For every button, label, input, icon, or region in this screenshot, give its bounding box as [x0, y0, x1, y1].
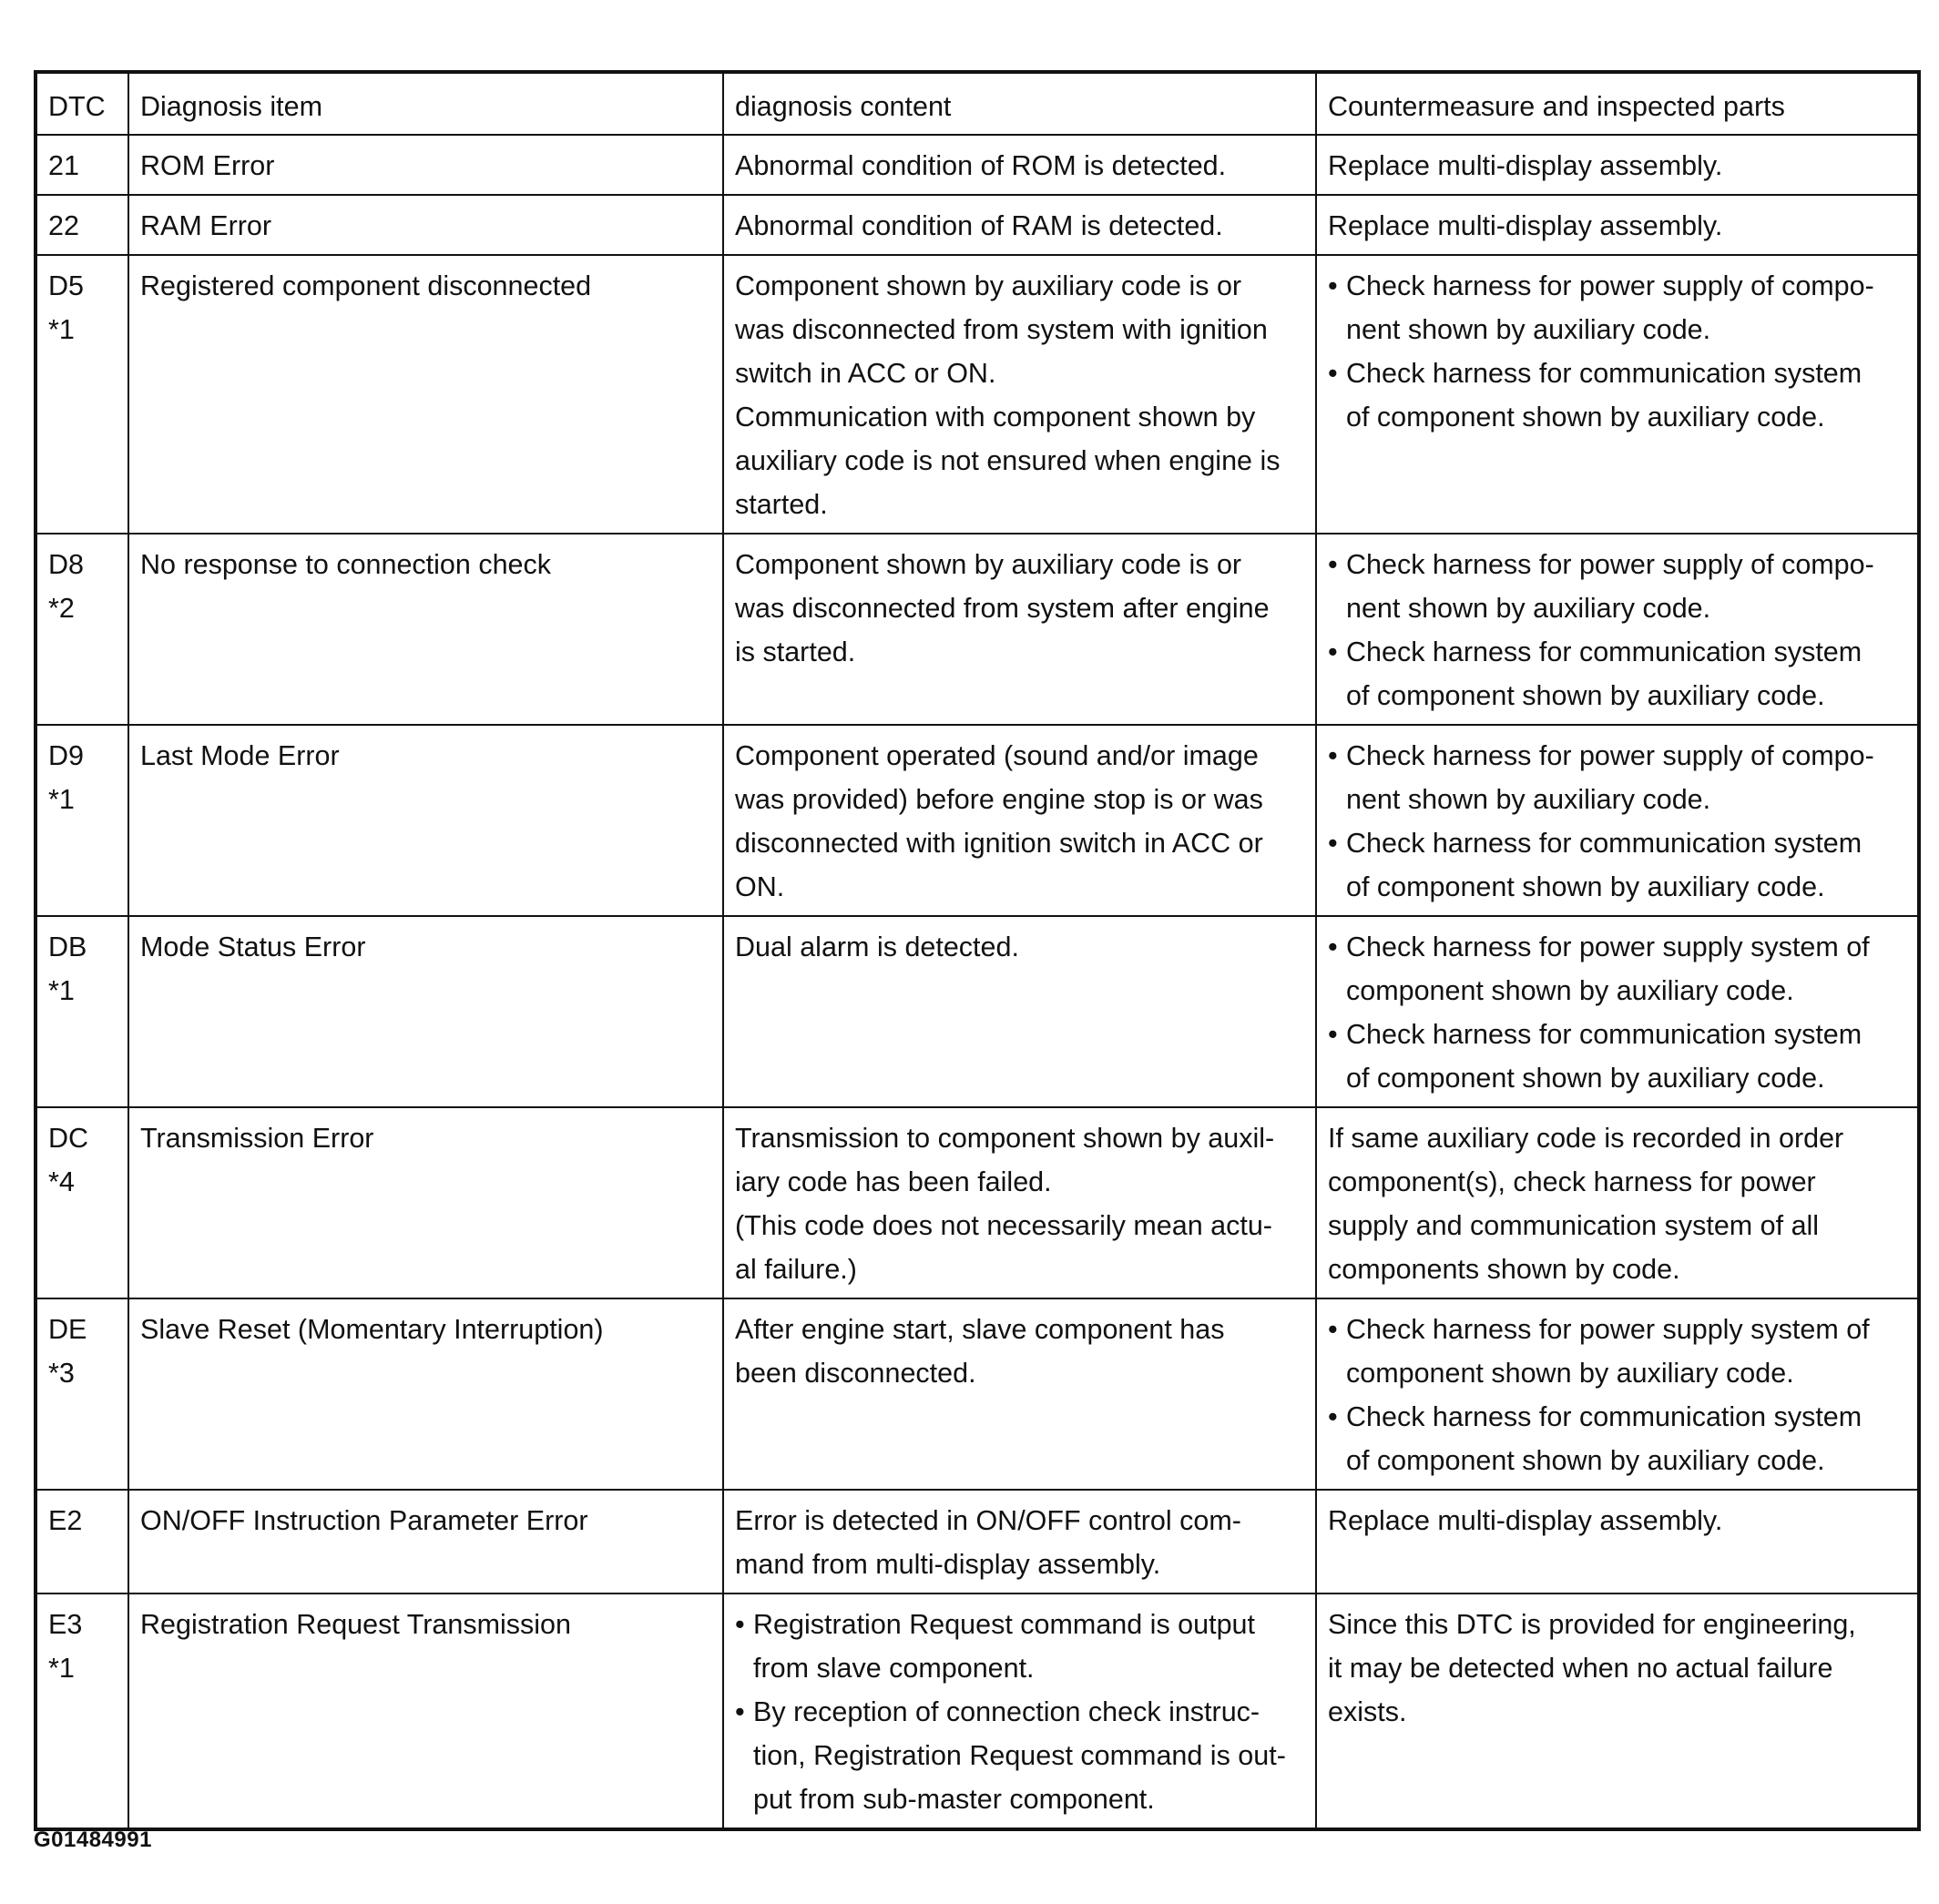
bullet-text-line: Registration Request command is output — [753, 1609, 1255, 1640]
cell-text-line: it may be detected when no actual failure — [1328, 1653, 1833, 1684]
bullet-icon: • — [735, 1609, 745, 1640]
cell-text-line: was provided) before engine stop is or was — [735, 784, 1263, 815]
diagnosis-content-cell — [723, 195, 1316, 255]
cell-text-line: Component operated (sound and/or image — [735, 740, 1259, 771]
table-header-row — [36, 72, 1919, 135]
bullet-text-line: By reception of connection check instruc- — [753, 1696, 1260, 1727]
bullet-icon: • — [1328, 1314, 1338, 1345]
cell-text-line: Communication with component shown by — [735, 402, 1256, 433]
header-countermeasure: Countermeasure and inspected parts — [1316, 72, 1919, 135]
diagnosis-content-cell — [723, 916, 1316, 1107]
bullet-text-line: Check harness for power supply of compo- — [1346, 270, 1874, 301]
bullet-text-line: of component shown by auxiliary code. — [1346, 1063, 1825, 1094]
diagnosis-item-cell — [128, 534, 723, 725]
bullet-item — [1328, 734, 1906, 821]
cell-text-line: components shown by code. — [1328, 1254, 1680, 1285]
cell-text-line: Error is detected in ON/OFF control com- — [735, 1505, 1241, 1536]
header-diagnosis-content: diagnosis content — [723, 72, 1316, 135]
bullet-text-line: nent shown by auxiliary code. — [1346, 314, 1711, 345]
cell-text-line: is started. — [735, 636, 856, 667]
countermeasure-cell — [1316, 725, 1919, 916]
bullet-icon: • — [1328, 358, 1338, 389]
cell-text-line: After engine start, slave component has — [735, 1314, 1225, 1345]
dtc-code-cell — [36, 255, 128, 534]
cell-text-line: Replace multi-display assembly. — [1328, 1505, 1723, 1536]
dtc-code: *4 — [48, 1166, 75, 1197]
dtc-code-cell — [36, 135, 128, 195]
dtc-code: DE — [48, 1314, 87, 1345]
dtc-table — [34, 70, 1921, 1831]
figure-id: G01484991 — [34, 1828, 152, 1852]
cell-text-line: Since this DTC is provided for engineering, — [1328, 1609, 1856, 1640]
bullet-text-line: Check harness for communication system — [1346, 358, 1862, 389]
bullet-text-line: Check harness for communication system — [1346, 828, 1862, 859]
bullet-item — [1328, 630, 1906, 718]
header-diagnosis-item: Diagnosis item — [128, 72, 723, 135]
dtc-code: *3 — [48, 1358, 75, 1389]
bullet-text-line: nent shown by auxiliary code. — [1346, 593, 1711, 624]
diagnosis-content-cell — [723, 255, 1316, 534]
bullet-icon: • — [1328, 740, 1338, 771]
table-row — [36, 1107, 1919, 1298]
cell-text-line: Component shown by auxiliary code is or — [735, 549, 1242, 580]
bullet-text-line: Check harness for power supply of compo- — [1346, 740, 1874, 771]
table-row — [36, 725, 1919, 916]
dtc-code-cell — [36, 1593, 128, 1829]
bullet-text-line: Check harness for power supply system of — [1346, 932, 1870, 962]
diagnosis-content-cell — [723, 1490, 1316, 1593]
cell-text-line: auxiliary code is not ensured when engine is — [735, 445, 1281, 476]
dtc-code: D9 — [48, 740, 84, 771]
dtc-code-cell — [36, 195, 128, 255]
bullet-icon: • — [1328, 828, 1338, 859]
dtc-code: *1 — [48, 784, 75, 815]
cell-text-line: started. — [735, 489, 828, 520]
dtc-code-cell — [36, 916, 128, 1107]
diagnosis-item: Mode Status Error — [140, 932, 366, 962]
diagnosis-item-cell — [128, 135, 723, 195]
table-row — [36, 534, 1919, 725]
table-body — [36, 135, 1919, 1829]
bullet-text-line: from slave component. — [753, 1653, 1035, 1684]
countermeasure-cell — [1316, 1107, 1919, 1298]
cell-text-line: al failure.) — [735, 1254, 857, 1285]
bullet-text-line: Check harness for power supply of compo- — [1346, 549, 1874, 580]
dtc-code: 21 — [48, 150, 79, 181]
diagnosis-item: Registration Request Transmission — [140, 1609, 571, 1640]
dtc-code-cell — [36, 725, 128, 916]
bullet-text-line: put from sub-master component. — [753, 1784, 1155, 1815]
bullet-item — [1328, 1013, 1906, 1100]
diagnosis-item: ROM Error — [140, 150, 275, 181]
table-row — [36, 916, 1919, 1107]
bullet-text-line: component shown by auxiliary code. — [1346, 975, 1794, 1006]
dtc-code: D8 — [48, 549, 84, 580]
cell-text-line: Transmission to component shown by auxil- — [735, 1123, 1275, 1154]
cell-text-line: (This code does not necessarily mean actu- — [735, 1210, 1272, 1241]
cell-text-line: disconnected with ignition switch in ACC or — [735, 828, 1263, 859]
dtc-code: DC — [48, 1123, 89, 1154]
diagnosis-item-cell — [128, 1593, 723, 1829]
cell-text-line: iary code has been failed. — [735, 1166, 1052, 1197]
table-row — [36, 255, 1919, 534]
bullet-item — [1328, 264, 1906, 351]
dtc-code-cell — [36, 534, 128, 725]
cell-text-line: Abnormal condition of RAM is detected. — [735, 210, 1223, 241]
bullet-icon: • — [1328, 932, 1338, 962]
table-row — [36, 135, 1919, 195]
countermeasure-cell — [1316, 1298, 1919, 1490]
countermeasure-cell — [1316, 534, 1919, 725]
countermeasure-cell — [1316, 1490, 1919, 1593]
diagnosis-content-cell — [723, 135, 1316, 195]
diagnosis-item: RAM Error — [140, 210, 272, 241]
cell-text-line: If same auxiliary code is recorded in order — [1328, 1123, 1844, 1154]
dtc-code: *1 — [48, 975, 75, 1006]
cell-text-line: supply and communication system of all — [1328, 1210, 1820, 1241]
cell-text-line: component(s), check harness for power — [1328, 1166, 1816, 1197]
dtc-code: E2 — [48, 1505, 83, 1536]
diagnosis-item: No response to connection check — [140, 549, 551, 580]
cell-text-line: Replace multi-display assembly. — [1328, 150, 1723, 181]
dtc-code: E3 — [48, 1609, 83, 1640]
dtc-code: DB — [48, 932, 87, 962]
dtc-code: *1 — [48, 314, 75, 345]
cell-text-line: was disconnected from system after engine — [735, 593, 1270, 624]
diagnosis-item-cell — [128, 195, 723, 255]
diagnosis-item-cell — [128, 725, 723, 916]
bullet-icon: • — [1328, 270, 1338, 301]
dtc-code-cell — [36, 1298, 128, 1490]
diagnosis-item-cell — [128, 255, 723, 534]
diagnosis-item: Transmission Error — [140, 1123, 374, 1154]
diagnosis-item-cell — [128, 1107, 723, 1298]
cell-text-line: exists. — [1328, 1696, 1407, 1727]
dtc-code-cell — [36, 1107, 128, 1298]
diagnosis-item-cell — [128, 1490, 723, 1593]
bullet-text-line: component shown by auxiliary code. — [1346, 1358, 1794, 1389]
cell-text-line: switch in ACC or ON. — [735, 358, 996, 389]
cell-text-line: Component shown by auxiliary code is or — [735, 270, 1242, 301]
countermeasure-cell — [1316, 135, 1919, 195]
bullet-item — [735, 1690, 1304, 1821]
countermeasure-cell — [1316, 255, 1919, 534]
bullet-text-line: of component shown by auxiliary code. — [1346, 402, 1825, 433]
bullet-text-line: of component shown by auxiliary code. — [1346, 871, 1825, 902]
bullet-item — [1328, 1308, 1906, 1395]
table-row — [36, 1298, 1919, 1490]
dtc-code: 22 — [48, 210, 79, 241]
bullet-text-line: nent shown by auxiliary code. — [1346, 784, 1711, 815]
bullet-text-line: Check harness for communication system — [1346, 636, 1862, 667]
bullet-icon: • — [1328, 549, 1338, 580]
countermeasure-cell — [1316, 1593, 1919, 1829]
diagnosis-content-cell — [723, 534, 1316, 725]
diagnosis-item-cell — [128, 1298, 723, 1490]
bullet-icon: • — [1328, 1019, 1338, 1050]
table-row — [36, 1490, 1919, 1593]
cell-text-line: mand from multi-display assembly. — [735, 1549, 1161, 1580]
bullet-item — [1328, 543, 1906, 630]
bullet-text-line: Check harness for communication system — [1346, 1401, 1862, 1432]
table-row — [36, 195, 1919, 255]
bullet-icon: • — [1328, 1401, 1338, 1432]
bullet-icon: • — [735, 1696, 745, 1727]
cell-text-line: Dual alarm is detected. — [735, 932, 1019, 962]
diagnosis-item: Slave Reset (Momentary Interruption) — [140, 1314, 604, 1345]
dtc-code-cell — [36, 1490, 128, 1593]
dtc-code: D5 — [48, 270, 84, 301]
bullet-text-line: of component shown by auxiliary code. — [1346, 1445, 1825, 1476]
countermeasure-cell — [1316, 195, 1919, 255]
cell-text-line: was disconnected from system with ignition — [735, 314, 1268, 345]
diagnosis-content-cell — [723, 1298, 1316, 1490]
table-row — [36, 1593, 1919, 1829]
bullet-icon: • — [1328, 636, 1338, 667]
dtc-code: *1 — [48, 1653, 75, 1684]
bullet-text-line: Check harness for communication system — [1346, 1019, 1862, 1050]
diagnosis-content-cell — [723, 725, 1316, 916]
diagnosis-item: Registered component disconnected — [140, 270, 592, 301]
diagnosis-content-cell — [723, 1593, 1316, 1829]
bullet-item — [1328, 1395, 1906, 1482]
diagnosis-item: Last Mode Error — [140, 740, 340, 771]
bullet-item — [1328, 925, 1906, 1013]
bullet-text-line: Check harness for power supply system of — [1346, 1314, 1870, 1345]
cell-text-line: ON. — [735, 871, 785, 902]
bullet-text-line: tion, Registration Request command is out- — [753, 1740, 1286, 1771]
cell-text-line: Abnormal condition of ROM is detected. — [735, 150, 1227, 181]
diagnosis-content-cell — [723, 1107, 1316, 1298]
header-dtc: DTC — [36, 72, 128, 135]
bullet-item — [1328, 821, 1906, 909]
bullet-item — [1328, 351, 1906, 439]
bullet-item — [735, 1603, 1304, 1690]
countermeasure-cell — [1316, 916, 1919, 1107]
diagnosis-item: ON/OFF Instruction Parameter Error — [140, 1505, 588, 1536]
dtc-code: *2 — [48, 593, 75, 624]
diagnosis-item-cell — [128, 916, 723, 1107]
cell-text-line: Replace multi-display assembly. — [1328, 210, 1723, 241]
bullet-text-line: of component shown by auxiliary code. — [1346, 680, 1825, 711]
cell-text-line: been disconnected. — [735, 1358, 976, 1389]
